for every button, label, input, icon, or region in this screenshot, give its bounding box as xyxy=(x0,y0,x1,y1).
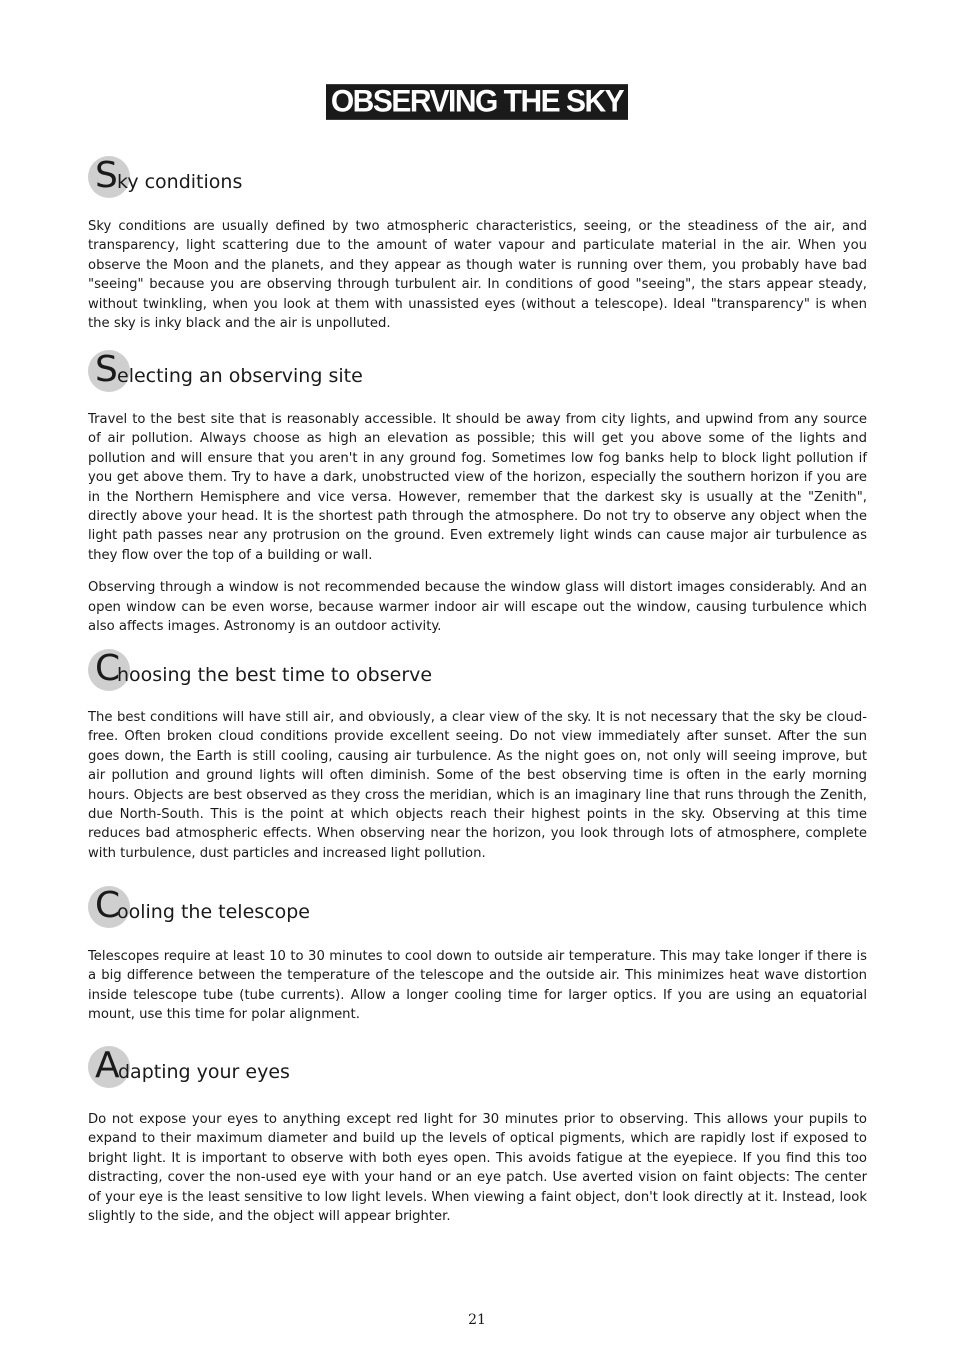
section-heading xyxy=(88,1046,867,1090)
heading-text: ooling the telescope xyxy=(117,901,310,923)
heading-initial: A xyxy=(95,1045,120,1086)
title-wrap xyxy=(0,85,954,119)
paragraph: Telescopes require at least 10 to 30 minutes to cool down to outside air temperature. This may take longer if there is a big difference between the temperature of the telescope and the outside air. This minimizes heat wave distortion inside telescope tube (tube currents). Allow a longer cooling time for larger optics. If you are using an equatorial mount, use this time for polar alignment. xyxy=(88,949,867,1023)
heading-initial: S xyxy=(95,349,118,390)
heading-initial: S xyxy=(95,155,118,196)
section-cooling-telescope xyxy=(88,886,867,1025)
section-adapting-eyes xyxy=(88,1046,867,1226)
heading-initial: C xyxy=(95,885,121,926)
heading-initial: C xyxy=(95,648,121,689)
page-number: 21 xyxy=(468,1312,486,1328)
section-heading xyxy=(88,886,867,930)
heading-text: dapting your eyes xyxy=(118,1061,290,1083)
paragraph: Do not expose your eyes to anything except red light for 30 minutes prior to observing. This allows your pupils to expand to their maximum diameter and build up the levels of optical pigments, which are rapidly lost if exposed to bright light. It is important to observe with both eyes open. This avoids fatigue at the eyepiece. If you find this too distracting, cover the non-used eye with your hand or an eye patch. Use averted vision on faint objects: The center of your eye is the least sensitive to low light levels. When viewing a faint object, don't look directly at it. Instead, look slightly to the side, and the object will appear brighter. xyxy=(88,1112,867,1225)
section-best-time xyxy=(88,649,867,863)
paragraph: Observing through a window is not recommended because the window glass will distort images considerably. And an open window can be even worse, because warmer indoor air will escape out the window, causing turbulence which also affects images. Astronomy is an outdoor activity. xyxy=(88,580,867,635)
paragraph: The best conditions will have still air, and obviously, a clear view of the sky. It is not necessary that the sky be cloud-free. Often broken cloud conditions provide excellent seeing. Do not view immediately after sunset. After the sun goes down, the Earth is still cooling, causing air turbulence. As the night goes on, not only will seeing improve, but air pollution and ground lights will often diminish. Some of the best observing time is often in the early morning hours. Objects are best observed as they cross the meridian, which is an imaginary line that runs through the Zenith, due North-South. This is the point at which objects reach their highest points in the sky. Observing at this time reduces bad atmospheric effects. When observing near the horizon, you look through lots of atmosphere, complete with turbulence, dust particles and increased light pollution. xyxy=(88,710,867,861)
paragraph: Travel to the best site that is reasonably accessible. It should be away from city lights, and upwind from any source of air pollution. Always choose as high an elevation as possible; this will get you above some of the lights and pollution and will ensure that you aren't in any ground fog. Sometimes low fog banks help to block light pollution if you get above them. Try to have a dark, unobstructed view of the horizon, especially the southern horizon if you are in the Northern Hemisphere and vice versa. However, remember that the darkest sky is usually at the "Zenith", directly above your head. It is the shortest path through the atmosphere. Do not try to observe any object when the light path passes near any protrusion on the ground. Even extremely light winds can cause major air turbulence as they flow over the top of a building or wall. xyxy=(88,412,867,563)
section-selecting-site xyxy=(88,350,867,636)
section-heading xyxy=(88,156,867,200)
section-sky-conditions xyxy=(88,156,867,333)
page-title: OBSERVING THE SKY xyxy=(326,84,628,120)
heading-text: electing an observing site xyxy=(117,365,363,387)
heading-text: hoosing the best time to observe xyxy=(117,664,433,686)
paragraph: Sky conditions are usually defined by two atmospheric characteristics, seeing, or the steadiness of the air, and transparency, light scattering due to the amount of water vapour and particulate material in the air. When you observe the Moon and the planets, and they appear as though water is running over them, you probably have bad "seeing" because you are observing through turbulent air. In conditions of good "seeing", the stars appear steady, without twinkling, when you look at them with unassisted eyes (without a telescope). Ideal "transparency" is when the sky is inky black and the air is unpolluted. xyxy=(88,219,867,332)
section-heading xyxy=(88,350,867,394)
section-heading xyxy=(88,649,867,693)
heading-text: ky conditions xyxy=(117,171,243,193)
